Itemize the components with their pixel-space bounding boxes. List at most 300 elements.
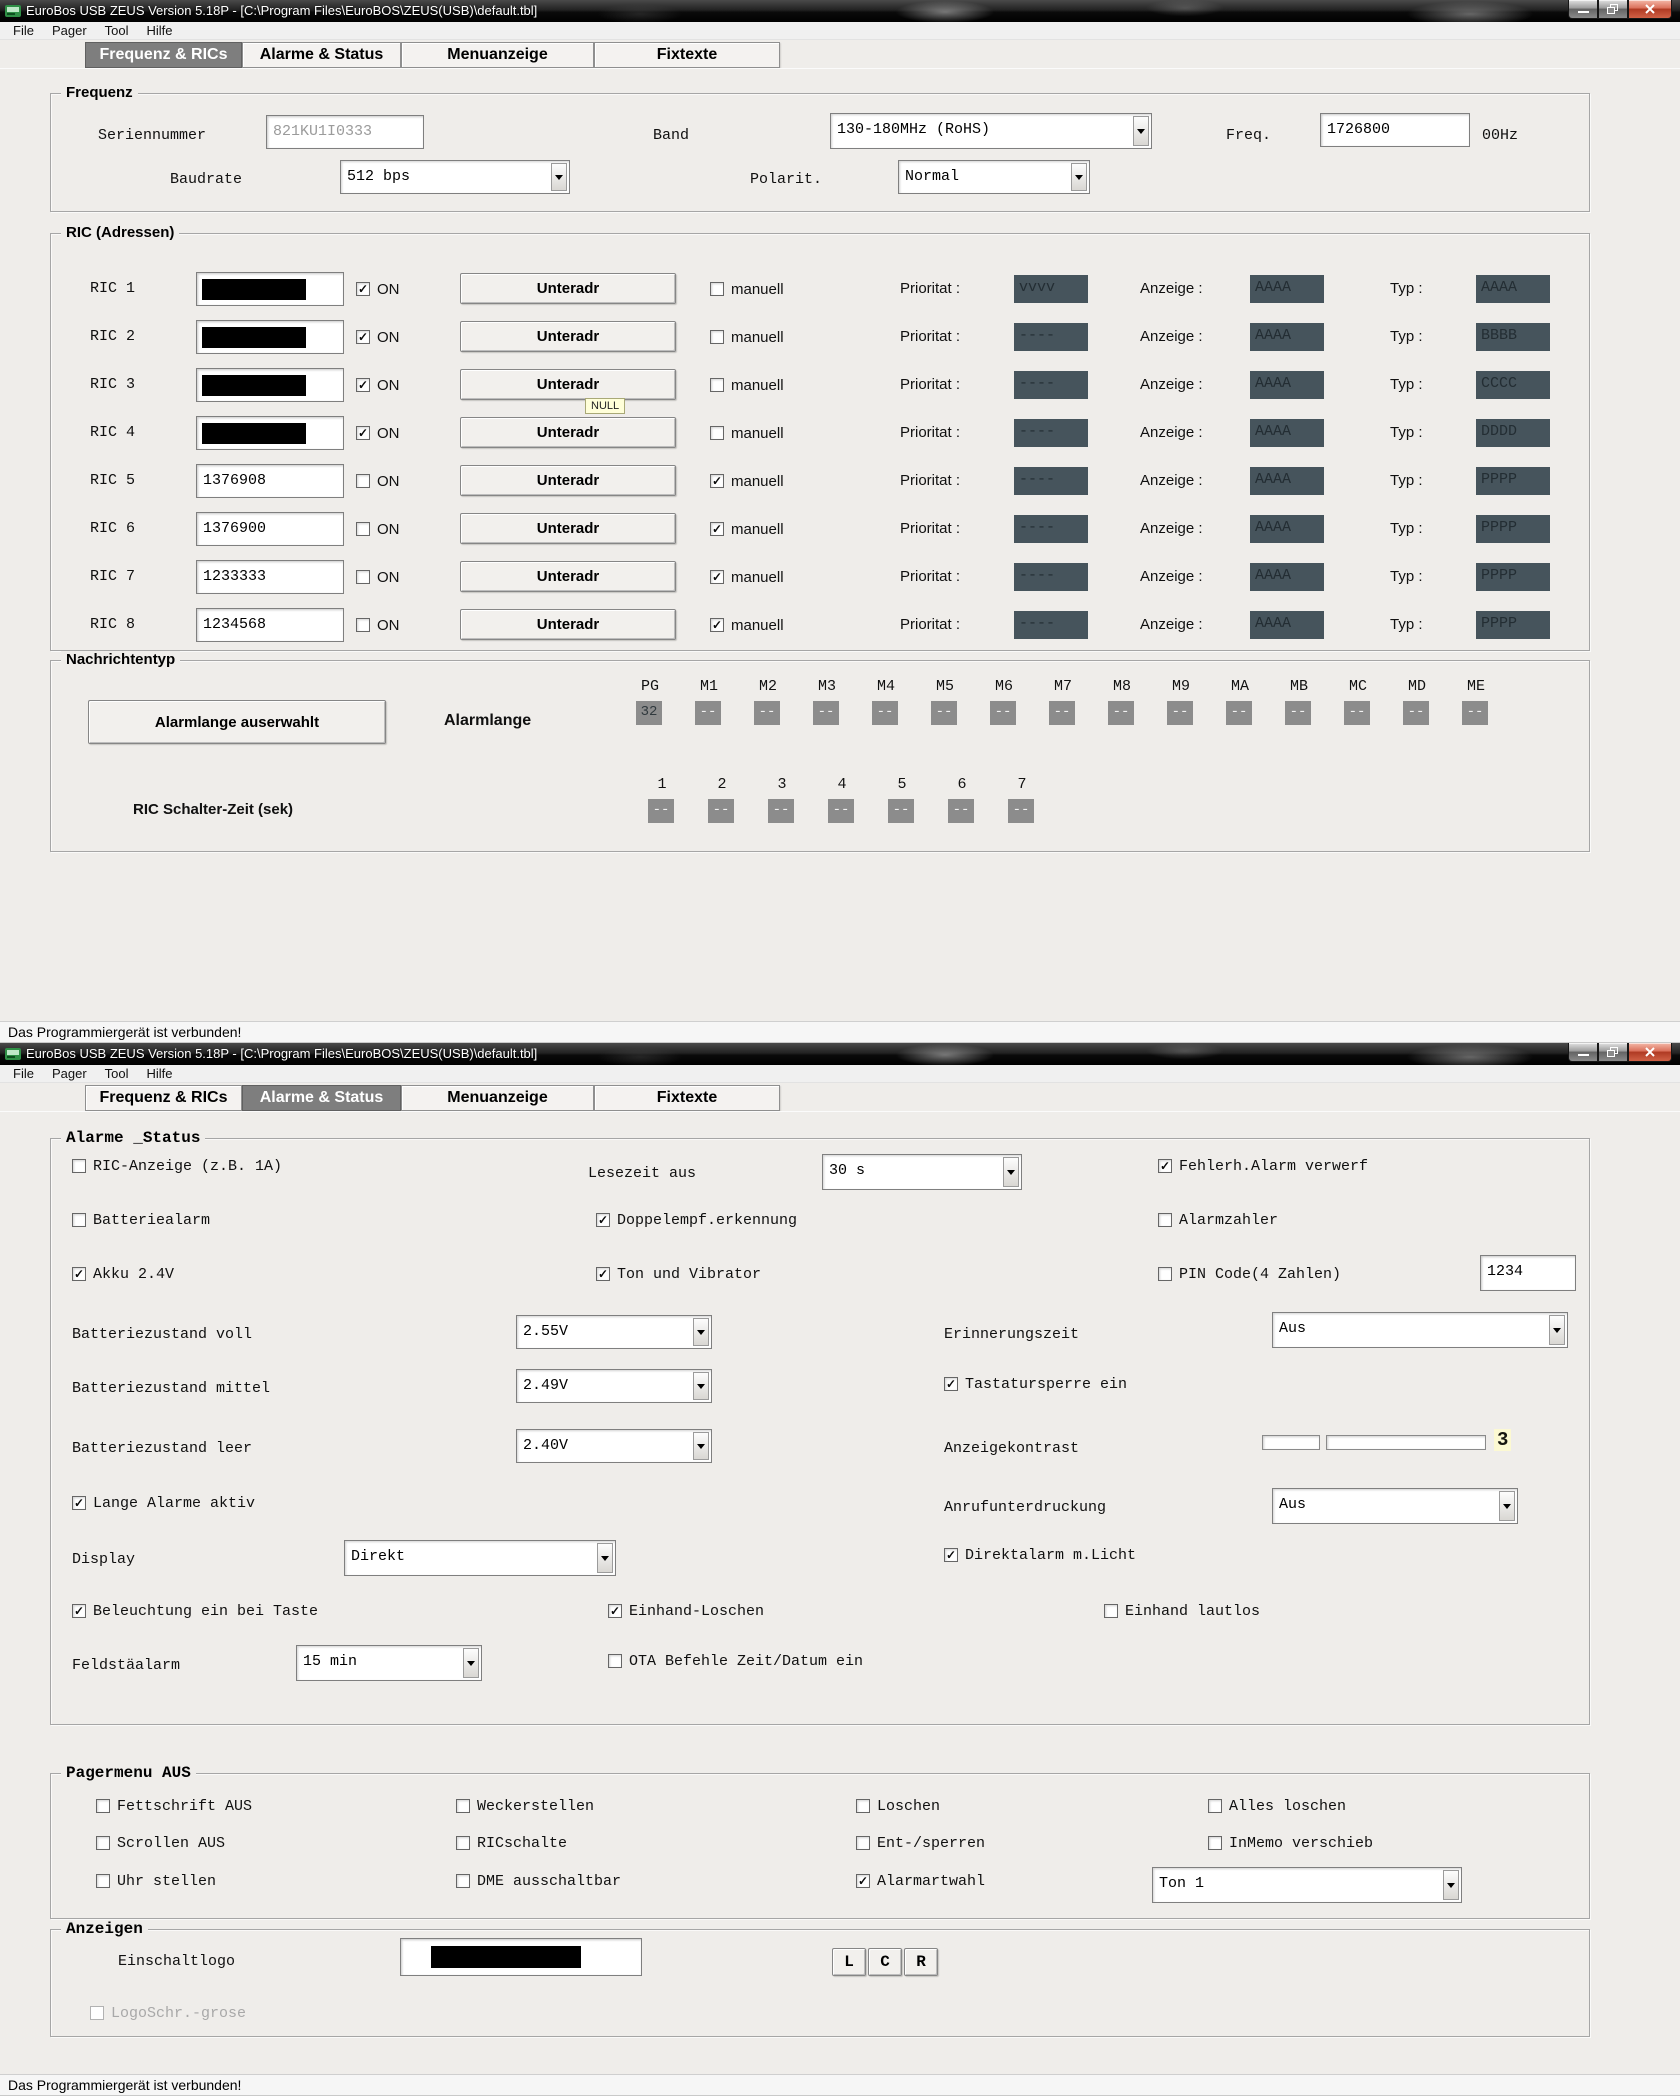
typ-value: CCCC xyxy=(1476,371,1550,399)
pin-code-checkbox[interactable] xyxy=(1158,1266,1341,1283)
lesezeit-select[interactable] xyxy=(822,1154,1022,1190)
nachrichtentyp-group-title: Nachrichtentyp xyxy=(61,651,180,668)
einschaltlogo-input[interactable] xyxy=(400,1938,642,1976)
tab-frequenz-rics[interactable]: Frequenz & RICs xyxy=(85,1085,242,1111)
schalter-value[interactable]: -- xyxy=(888,799,914,823)
menu-pager[interactable]: Pager xyxy=(51,1066,87,1081)
ric-on-box: ✓ xyxy=(357,426,369,440)
chevron-down-icon[interactable] xyxy=(597,1543,613,1573)
redaction-box xyxy=(431,1946,581,1968)
alarmlange-value[interactable]: -- xyxy=(1403,701,1429,725)
chevron-down-icon[interactable] xyxy=(693,1372,709,1400)
ric-manuell-label: manuell xyxy=(731,617,784,634)
baudrate-value: 512 bps xyxy=(347,168,411,185)
anzeige-label: Anzeige : xyxy=(1140,616,1203,633)
anzeige-value: AAAA xyxy=(1250,275,1324,303)
tab-fixtexte[interactable]: Fixtexte xyxy=(594,42,780,68)
schalter-value[interactable]: -- xyxy=(828,799,854,823)
ric-address-input[interactable]: 1376908 xyxy=(196,464,344,498)
lesezeit-value: 30 s xyxy=(829,1162,866,1179)
tastatursperre-checkbox-label: Tastatursperre ein xyxy=(965,1376,1128,1393)
unteradr-button[interactable]: Unteradr xyxy=(460,513,676,544)
batt-mittel-select[interactable] xyxy=(516,1369,712,1403)
menu-bar xyxy=(0,1065,1680,1083)
restore-icon xyxy=(1607,1047,1619,1057)
close-icon xyxy=(1645,1047,1655,1057)
ric-manuell-box: ✓ xyxy=(711,570,723,584)
tab-bar xyxy=(0,1083,1680,1111)
batt-leer-select[interactable] xyxy=(516,1429,712,1463)
dme-checkbox[interactable] xyxy=(456,1873,621,1890)
typ-label: Typ : xyxy=(1390,376,1423,393)
ric-on-label: ON xyxy=(377,569,400,586)
ric-anzeige-checkbox-label: RIC-Anzeige (z.B. 1A) xyxy=(93,1158,283,1175)
anzeige-label: Anzeige : xyxy=(1140,424,1203,441)
alarmlange-value[interactable]: -- xyxy=(1462,701,1488,725)
unteradr-button[interactable]: Unteradr xyxy=(460,609,676,640)
ric-on-box: ✓ xyxy=(357,282,369,296)
anzeige-value: AAAA xyxy=(1250,563,1324,591)
fettschrift-checkbox[interactable] xyxy=(96,1798,252,1815)
lange-alarme-checkbox-box: ✓ xyxy=(73,1496,85,1510)
scrollen-checkbox-box xyxy=(96,1836,110,1850)
einhand-lautlos-checkbox[interactable] xyxy=(1104,1603,1260,1620)
ton-vibrator-checkbox-label: Ton und Vibrator xyxy=(617,1266,762,1283)
unteradr-button[interactable]: Unteradr xyxy=(460,273,676,304)
akku-checkbox-label: Akku 2.4V xyxy=(93,1266,175,1283)
unteradr-button[interactable]: Unteradr xyxy=(460,321,676,352)
lange-alarme-checkbox[interactable] xyxy=(72,1495,255,1512)
display-select[interactable] xyxy=(344,1540,616,1576)
direktalarm-checkbox-label: Direktalarm m.Licht xyxy=(965,1547,1137,1564)
ric-label: RIC 2 xyxy=(90,328,136,345)
typ-label: Typ : xyxy=(1390,616,1423,633)
inmemo-checkbox[interactable] xyxy=(1208,1835,1373,1852)
menu-file[interactable]: File xyxy=(13,1066,34,1081)
alarme-status-group xyxy=(50,1129,1590,1725)
prioritat-label: Prioritat : xyxy=(900,568,961,585)
anzeige-value: AAAA xyxy=(1250,611,1324,639)
ric-group-title: RIC (Adressen) xyxy=(61,224,179,241)
prioritat-value: ---- xyxy=(1014,467,1088,495)
ric-manuell-label: manuell xyxy=(731,521,784,538)
alarmlange-col-header: M9 xyxy=(1171,678,1190,695)
chevron-down-icon[interactable] xyxy=(1549,1315,1565,1345)
anzeige-label: Anzeige : xyxy=(1140,472,1203,489)
null-tooltip: NULL xyxy=(585,398,625,414)
logo-align-left-button[interactable]: L xyxy=(832,1948,866,1976)
ent-sperren-checkbox-box xyxy=(856,1836,870,1850)
alarmlange-col-header: M2 xyxy=(758,678,777,695)
weckerstellen-checkbox[interactable] xyxy=(456,1798,594,1815)
batteriealarm-checkbox-label: Batteriealarm xyxy=(93,1212,211,1229)
typ-value: BBBB xyxy=(1476,323,1550,351)
seriennummer-input[interactable]: 821KU1I0333 xyxy=(266,115,424,149)
beleuchtung-checkbox-box: ✓ xyxy=(73,1604,85,1618)
pin-code-checkbox-box xyxy=(1158,1267,1172,1281)
feldstaalarm-value: 15 min xyxy=(303,1653,358,1670)
inmemo-checkbox-box xyxy=(1208,1836,1222,1850)
alarmlange-auswahl-button[interactable]: Alarmlange auserwahlt xyxy=(88,700,386,744)
ota-befehle-checkbox-box xyxy=(608,1654,622,1668)
ric-manuell-label: manuell xyxy=(731,281,784,298)
alarmartwahl-checkbox-label: Alarmartwahl xyxy=(877,1873,986,1890)
anzeige-value: AAAA xyxy=(1250,371,1324,399)
ric-on-label: ON xyxy=(377,617,400,634)
prioritat-label: Prioritat : xyxy=(900,328,961,345)
alarmlange-col-header: MA xyxy=(1230,678,1249,695)
band-value: 130-180MHz (RoHS) xyxy=(837,121,991,138)
ric-label: RIC 8 xyxy=(90,616,136,633)
prioritat-value: ---- xyxy=(1014,323,1088,351)
loschen-checkbox-box xyxy=(856,1799,870,1813)
typ-label: Typ : xyxy=(1390,424,1423,441)
ric-on-label: ON xyxy=(377,425,400,442)
alarmlange-col-header: MB xyxy=(1289,678,1308,695)
alarmlange-col-header: M8 xyxy=(1112,678,1131,695)
logoschr-grose-checkbox xyxy=(90,2005,246,2022)
restore-button[interactable] xyxy=(1598,1043,1628,1062)
ton-vibrator-checkbox[interactable] xyxy=(596,1266,761,1283)
doppelempf-checkbox-box: ✓ xyxy=(597,1213,609,1227)
ric-label: RIC 6 xyxy=(90,520,136,537)
uhr-stellen-checkbox[interactable] xyxy=(96,1873,216,1890)
alarmartwahl-checkbox-box: ✓ xyxy=(857,1874,869,1888)
batt-mittel-value: 2.49V xyxy=(523,1377,569,1394)
minimize-button[interactable] xyxy=(1568,1043,1598,1062)
alarmlange-col-header: MD xyxy=(1407,678,1426,695)
ric-anzeige-checkbox[interactable] xyxy=(72,1158,282,1175)
logo-align-right-button[interactable]: R xyxy=(904,1948,938,1976)
tab-menuanzeige[interactable]: Menuanzeige xyxy=(401,1085,594,1111)
ric-address-input[interactable]: 1233333 xyxy=(196,560,344,594)
anzeigen-group xyxy=(50,1920,1590,2037)
unteradr-button[interactable]: Unteradr xyxy=(460,369,676,400)
chevron-down-icon[interactable] xyxy=(693,1432,709,1460)
batt-voll-value: 2.55V xyxy=(523,1323,569,1340)
alarmlange-col-header: MC xyxy=(1348,678,1367,695)
schalter-col-header: 1 xyxy=(657,776,667,793)
doppelempf-checkbox[interactable] xyxy=(596,1212,797,1229)
ent-sperren-checkbox-label: Ent-/sperren xyxy=(877,1835,986,1852)
alles-loschen-checkbox[interactable] xyxy=(1208,1798,1346,1815)
ric-label: RIC 7 xyxy=(90,568,136,585)
chevron-down-icon[interactable] xyxy=(1003,1157,1019,1187)
ric-on-label: ON xyxy=(377,521,400,538)
ric-schalter-zeit-label: RIC Schalter-Zeit (sek) xyxy=(133,801,294,818)
anzeige-value: AAAA xyxy=(1250,515,1324,543)
prioritat-label: Prioritat : xyxy=(900,616,961,633)
tab-menuanzeige[interactable]: Menuanzeige xyxy=(401,42,594,68)
dme-checkbox-label: DME ausschaltbar xyxy=(477,1873,622,1890)
ton-vibrator-checkbox-box: ✓ xyxy=(597,1267,609,1281)
einhand-loschen-checkbox[interactable] xyxy=(608,1603,764,1620)
tastatursperre-checkbox[interactable] xyxy=(944,1376,1127,1393)
feldstaalarm-select[interactable] xyxy=(296,1645,482,1681)
alarmzahler-checkbox[interactable] xyxy=(1158,1212,1278,1229)
ricschalte-checkbox-box xyxy=(456,1836,470,1850)
ric-manuell-box: ✓ xyxy=(711,474,723,488)
contrast-slider-track[interactable] xyxy=(1326,1435,1486,1450)
fehlerh-alarm-checkbox[interactable] xyxy=(1158,1158,1368,1175)
chevron-down-icon[interactable] xyxy=(1499,1491,1515,1521)
app-icon xyxy=(5,1046,21,1062)
alarmlange-col-header: M5 xyxy=(935,678,954,695)
pagermenu-group-title: Pagermenu AUS xyxy=(61,1764,196,1782)
prioritat-label: Prioritat : xyxy=(900,424,961,441)
erinnerungszeit-value: Aus xyxy=(1279,1320,1307,1337)
prioritat-label: Prioritat : xyxy=(900,376,961,393)
typ-value: AAAA xyxy=(1476,275,1550,303)
schalter-value[interactable]: -- xyxy=(648,799,674,823)
alarmart-ton-value: Ton 1 xyxy=(1159,1875,1205,1892)
minimize-icon xyxy=(1578,1048,1589,1057)
typ-value: PPPP xyxy=(1476,467,1550,495)
loschen-checkbox-label: Loschen xyxy=(877,1798,941,1815)
ric-address-input[interactable]: 1234568 xyxy=(196,608,344,642)
ric-manuell-label: manuell xyxy=(731,425,784,442)
title-bar[interactable] xyxy=(0,1043,1680,1065)
pin-code-input[interactable]: 1234 xyxy=(1480,1255,1576,1291)
anzeige-label: Anzeige : xyxy=(1140,520,1203,537)
ric-on-label: ON xyxy=(377,329,400,346)
ric-label: RIC 1 xyxy=(90,280,136,297)
alarmlange-value[interactable]: -- xyxy=(872,701,898,725)
alarmlange-value[interactable]: -- xyxy=(1344,701,1370,725)
einhand-loschen-checkbox-box: ✓ xyxy=(609,1604,621,1618)
typ-value: PPPP xyxy=(1476,563,1550,591)
prioritat-value: ---- xyxy=(1014,611,1088,639)
unteradr-button[interactable]: Unteradr xyxy=(460,417,676,448)
ric-label: RIC 4 xyxy=(90,424,136,441)
feldstaalarm-label: Feldstäalarm xyxy=(72,1657,181,1674)
anrufunterdruckung-label: Anrufunterdruckung xyxy=(944,1499,1107,1516)
menu-hilfe[interactable]: Hilfe xyxy=(146,1066,173,1081)
prioritat-value: ---- xyxy=(1014,515,1088,543)
alarmlange-value[interactable]: 32 xyxy=(636,701,662,725)
schalter-col-header: 3 xyxy=(777,776,787,793)
beleuchtung-checkbox-label: Beleuchtung ein bei Taste xyxy=(93,1603,319,1620)
alarmart-ton-select[interactable] xyxy=(1152,1867,1462,1903)
lesezeit-label: Lesezeit aus xyxy=(588,1165,697,1182)
alarmlange-value[interactable]: -- xyxy=(754,701,780,725)
ricschalte-checkbox-label: RICschalte xyxy=(477,1835,568,1852)
display-value: Direkt xyxy=(351,1548,406,1565)
alarmlange-value[interactable]: -- xyxy=(1226,701,1252,725)
uhr-stellen-checkbox-box xyxy=(96,1874,110,1888)
schalter-col-header: 4 xyxy=(837,776,847,793)
typ-label: Typ : xyxy=(1390,280,1423,297)
chevron-down-icon[interactable] xyxy=(1443,1870,1459,1900)
alles-loschen-checkbox-label: Alles loschen xyxy=(1229,1798,1347,1815)
tab-alarme-status[interactable]: Alarme & Status xyxy=(242,1085,401,1111)
alarmlange-value[interactable]: -- xyxy=(695,701,721,725)
batt-leer-value: 2.40V xyxy=(523,1437,569,1454)
prioritat-value: ---- xyxy=(1014,371,1088,399)
band-label: Band xyxy=(653,127,690,144)
loschen-checkbox[interactable] xyxy=(856,1798,940,1815)
anzeige-label: Anzeige : xyxy=(1140,376,1203,393)
weckerstellen-checkbox-box xyxy=(456,1799,470,1813)
alarmzahler-checkbox-label: Alarmzahler xyxy=(1179,1212,1279,1229)
batt-voll-label: Batteriezustand voll xyxy=(72,1326,253,1343)
ric-label: RIC 3 xyxy=(90,376,136,393)
uhr-stellen-checkbox-label: Uhr stellen xyxy=(117,1873,217,1890)
ric-on-box: ✓ xyxy=(357,330,369,344)
ota-befehle-checkbox[interactable] xyxy=(608,1653,863,1670)
unteradr-button[interactable]: Unteradr xyxy=(460,561,676,592)
prioritat-value: vvvv xyxy=(1014,275,1088,303)
display-label: Display xyxy=(72,1551,136,1568)
ricschalte-checkbox[interactable] xyxy=(456,1835,567,1852)
schalter-col-header: 6 xyxy=(957,776,967,793)
anzeige-label: Anzeige : xyxy=(1140,280,1203,297)
einhand-lautlos-checkbox-label: Einhand lautlos xyxy=(1125,1603,1261,1620)
akku-checkbox[interactable] xyxy=(72,1266,174,1283)
fehlerh-alarm-checkbox-label: Fehlerh.Alarm verwerf xyxy=(1179,1158,1369,1175)
ric-on-label: ON xyxy=(377,281,400,298)
ent-sperren-checkbox[interactable] xyxy=(856,1835,985,1852)
alarmlange-col-header: M4 xyxy=(876,678,895,695)
alles-loschen-checkbox-box xyxy=(1208,1799,1222,1813)
alarmlange-value[interactable]: -- xyxy=(813,701,839,725)
prioritat-label: Prioritat : xyxy=(900,520,961,537)
beleuchtung-checkbox[interactable] xyxy=(72,1603,318,1620)
anzeigekontrast-label: Anzeigekontrast xyxy=(944,1440,1080,1457)
alarmlange-value[interactable]: -- xyxy=(1167,701,1193,725)
schalter-col-header: 5 xyxy=(897,776,907,793)
direktalarm-checkbox[interactable] xyxy=(944,1547,1136,1564)
anzeige-value: AAAA xyxy=(1250,323,1324,351)
prioritat-label: Prioritat : xyxy=(900,472,961,489)
status-bar: Das Programmiergerät ist verbunden! xyxy=(0,1021,1680,1042)
logo-align-center-button[interactable]: C xyxy=(868,1948,902,1976)
alarmartwahl-checkbox[interactable] xyxy=(856,1873,985,1890)
einhand-lautlos-checkbox-box xyxy=(1104,1604,1118,1618)
ric-anzeige-checkbox-box xyxy=(72,1159,86,1173)
window-frequenz-rics xyxy=(0,0,1680,1043)
freq-label: Freq. xyxy=(1226,127,1272,144)
akku-checkbox-box: ✓ xyxy=(73,1267,85,1281)
ric-manuell-label: manuell xyxy=(731,569,784,586)
tastatursperre-checkbox-box: ✓ xyxy=(945,1377,957,1391)
schalter-value[interactable]: -- xyxy=(768,799,794,823)
lange-alarme-checkbox-label: Lange Alarme aktiv xyxy=(93,1495,256,1512)
alarmlange-value[interactable]: -- xyxy=(1285,701,1311,725)
ric-on-label: ON xyxy=(377,377,400,394)
window-alarme-status xyxy=(0,1043,1680,2096)
menu-file[interactable]: File xyxy=(13,23,34,38)
alarmlange-col-header: M3 xyxy=(817,678,836,695)
alarmlange-col-header: ME xyxy=(1466,678,1485,695)
scrollen-checkbox-label: Scrollen AUS xyxy=(117,1835,226,1852)
schalter-value[interactable]: -- xyxy=(1008,799,1034,823)
alarmlange-value[interactable]: -- xyxy=(1108,701,1134,725)
menu-tool[interactable]: Tool xyxy=(104,23,129,38)
schalter-value[interactable]: -- xyxy=(708,799,734,823)
alarmlange-col-header: M1 xyxy=(699,678,718,695)
einhand-loschen-checkbox-label: Einhand-Loschen xyxy=(629,1603,765,1620)
typ-value: PPPP xyxy=(1476,611,1550,639)
alarmlange-col-header: PG xyxy=(640,678,659,695)
anzeigen-group-title: Anzeigen xyxy=(61,1920,148,1938)
anzeige-label: Anzeige : xyxy=(1140,568,1203,585)
window-title: EuroBos USB ZEUS Version 5.18P - [C:\Program Files\EuroBOS\ZEUS(USB)\default.tbl] xyxy=(26,1046,538,1061)
freq-suffix: 00Hz xyxy=(1482,127,1519,144)
schalter-col-header: 2 xyxy=(717,776,727,793)
alarmlange-value[interactable]: -- xyxy=(931,701,957,725)
logoschr-grose-checkbox-label: LogoSchr.-grose xyxy=(111,2005,247,2022)
logoschr-grose-checkbox-box xyxy=(90,2006,104,2020)
anzeige-value: AAAA xyxy=(1250,419,1324,447)
ric-address-input[interactable]: 1376900 xyxy=(196,512,344,546)
chevron-down-icon[interactable] xyxy=(693,1318,709,1346)
anrufunterdruckung-select[interactable] xyxy=(1272,1488,1518,1524)
anrufunterdruckung-value: Aus xyxy=(1279,1496,1307,1513)
contrast-value: 3 xyxy=(1494,1429,1511,1451)
schalter-value[interactable]: -- xyxy=(948,799,974,823)
fettschrift-checkbox-box xyxy=(96,1799,110,1813)
typ-value: DDDD xyxy=(1476,419,1550,447)
contrast-slider-thumb[interactable] xyxy=(1262,1435,1320,1450)
unteradr-button[interactable]: Unteradr xyxy=(460,465,676,496)
typ-label: Typ : xyxy=(1390,328,1423,345)
alarmlange-col-header: M7 xyxy=(1053,678,1072,695)
batteriealarm-checkbox-box xyxy=(72,1213,86,1227)
erinnerungszeit-label: Erinnerungszeit xyxy=(944,1326,1080,1343)
fettschrift-checkbox-label: Fettschrift AUS xyxy=(117,1798,253,1815)
alarmlange-value[interactable]: -- xyxy=(1049,701,1075,725)
weckerstellen-checkbox-label: Weckerstellen xyxy=(477,1798,595,1815)
inmemo-checkbox-label: InMemo verschieb xyxy=(1229,1835,1374,1852)
window-controls xyxy=(1568,1043,1672,1062)
tab-alarme-status[interactable]: Alarme & Status xyxy=(242,42,401,68)
einschaltlogo-label: Einschaltlogo xyxy=(118,1953,236,1970)
erinnerungszeit-select[interactable] xyxy=(1272,1312,1568,1348)
scrollen-checkbox[interactable] xyxy=(96,1835,225,1852)
typ-label: Typ : xyxy=(1390,568,1423,585)
menu-tool[interactable]: Tool xyxy=(104,1066,129,1081)
menu-hilfe[interactable]: Hilfe xyxy=(146,23,173,38)
menu-pager[interactable]: Pager xyxy=(51,23,87,38)
tab-frequenz-rics[interactable]: Frequenz & RICs xyxy=(85,42,242,68)
pin-code-checkbox-label: PIN Code(4 Zahlen) xyxy=(1179,1266,1342,1283)
baudrate-label: Baudrate xyxy=(170,171,243,188)
typ-label: Typ : xyxy=(1390,472,1423,489)
freq-input[interactable]: 1726800 xyxy=(1320,113,1470,147)
window-title: EuroBos USB ZEUS Version 5.18P - [C:\Program Files\EuroBOS\ZEUS(USB)\default.tbl] xyxy=(26,3,538,18)
ota-befehle-checkbox-label: OTA Befehle Zeit/Datum ein xyxy=(629,1653,864,1670)
frequenz-group-title: Frequenz xyxy=(61,84,138,101)
batt-voll-select[interactable] xyxy=(516,1315,712,1349)
dme-checkbox-box xyxy=(456,1874,470,1888)
doppelempf-checkbox-label: Doppelempf.erkennung xyxy=(617,1212,798,1229)
prioritat-value: ---- xyxy=(1014,563,1088,591)
batteriealarm-checkbox[interactable] xyxy=(72,1212,210,1229)
prioritat-value: ---- xyxy=(1014,419,1088,447)
batt-leer-label: Batteriezustand leer xyxy=(72,1440,253,1457)
anzeige-value: AAAA xyxy=(1250,467,1324,495)
close-button[interactable] xyxy=(1628,1043,1672,1062)
anzeige-label: Anzeige : xyxy=(1140,328,1203,345)
direktalarm-checkbox-box: ✓ xyxy=(945,1548,957,1562)
alarmlange-value[interactable]: -- xyxy=(990,701,1016,725)
status-bar: Das Programmiergerät ist verbunden! xyxy=(0,2074,1680,2095)
tab-fixtexte[interactable]: Fixtexte xyxy=(594,1085,780,1111)
chevron-down-icon[interactable] xyxy=(463,1648,479,1678)
batt-mittel-label: Batteriezustand mittel xyxy=(72,1380,271,1397)
ric-on-label: ON xyxy=(377,473,400,490)
